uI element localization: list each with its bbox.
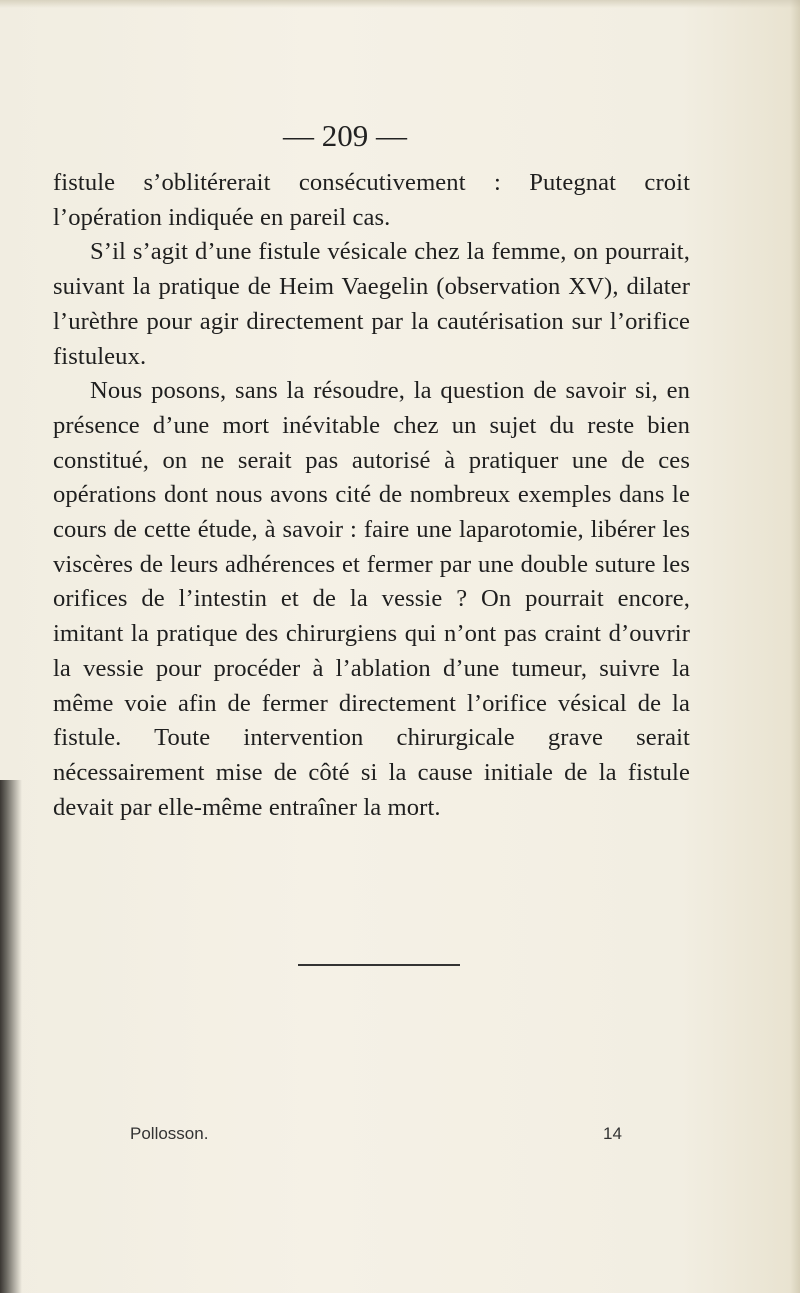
paragraph-2: S’il s’agit d’une fistule vésicale chez la femme, on pourrait, suivant la pratique de Heim Vaegelin (observation XV), dilater l’urèthre pour agir directement par la cautérisation sur l’orifice fistuleux. xyxy=(53,238,690,370)
section-rule xyxy=(298,964,460,966)
sheet-number: 14 xyxy=(603,1124,622,1143)
paragraph-1: fistule s’oblitérerait consécutivement : Putegnat croit l’opération indiquée en pareil cas. xyxy=(53,169,690,231)
paragraph-3: Nous posons, sans la résoudre, la question de savoir si, en présence d’une mort inévitable chez un sujet du reste bien constitué, on ne serait pas autorisé à pratiquer une de ces opérations dont nous avons cité de nombreux exemples dans le cours de cette étude, à savoir : faire une laparotomie, libérer les viscères de leurs adhérences et fermer par une double suture les orifices de l’intestin et de la vessie ? On pourrait encore, imitant la pratique des chirurgiens qui n’ont pas craint d’ouvrir la vessie pour procéder à l’ablation d’une tumeur, suivre la même voie afin de fermer directement l’orifice vésical de la fistule. Toute intervention chirurgicale grave serait nécessairement mise de côté si la cause initiale de la fistule devait par elle-même entraîner la mort. xyxy=(53,377,690,821)
page-number: — 209 — xyxy=(283,118,407,153)
binding-shadow xyxy=(0,780,22,1293)
printer-signature: Pollosson. xyxy=(130,1124,209,1143)
page-right-edge xyxy=(790,0,800,1293)
page-top-edge xyxy=(0,0,800,8)
body-text xyxy=(53,166,690,825)
